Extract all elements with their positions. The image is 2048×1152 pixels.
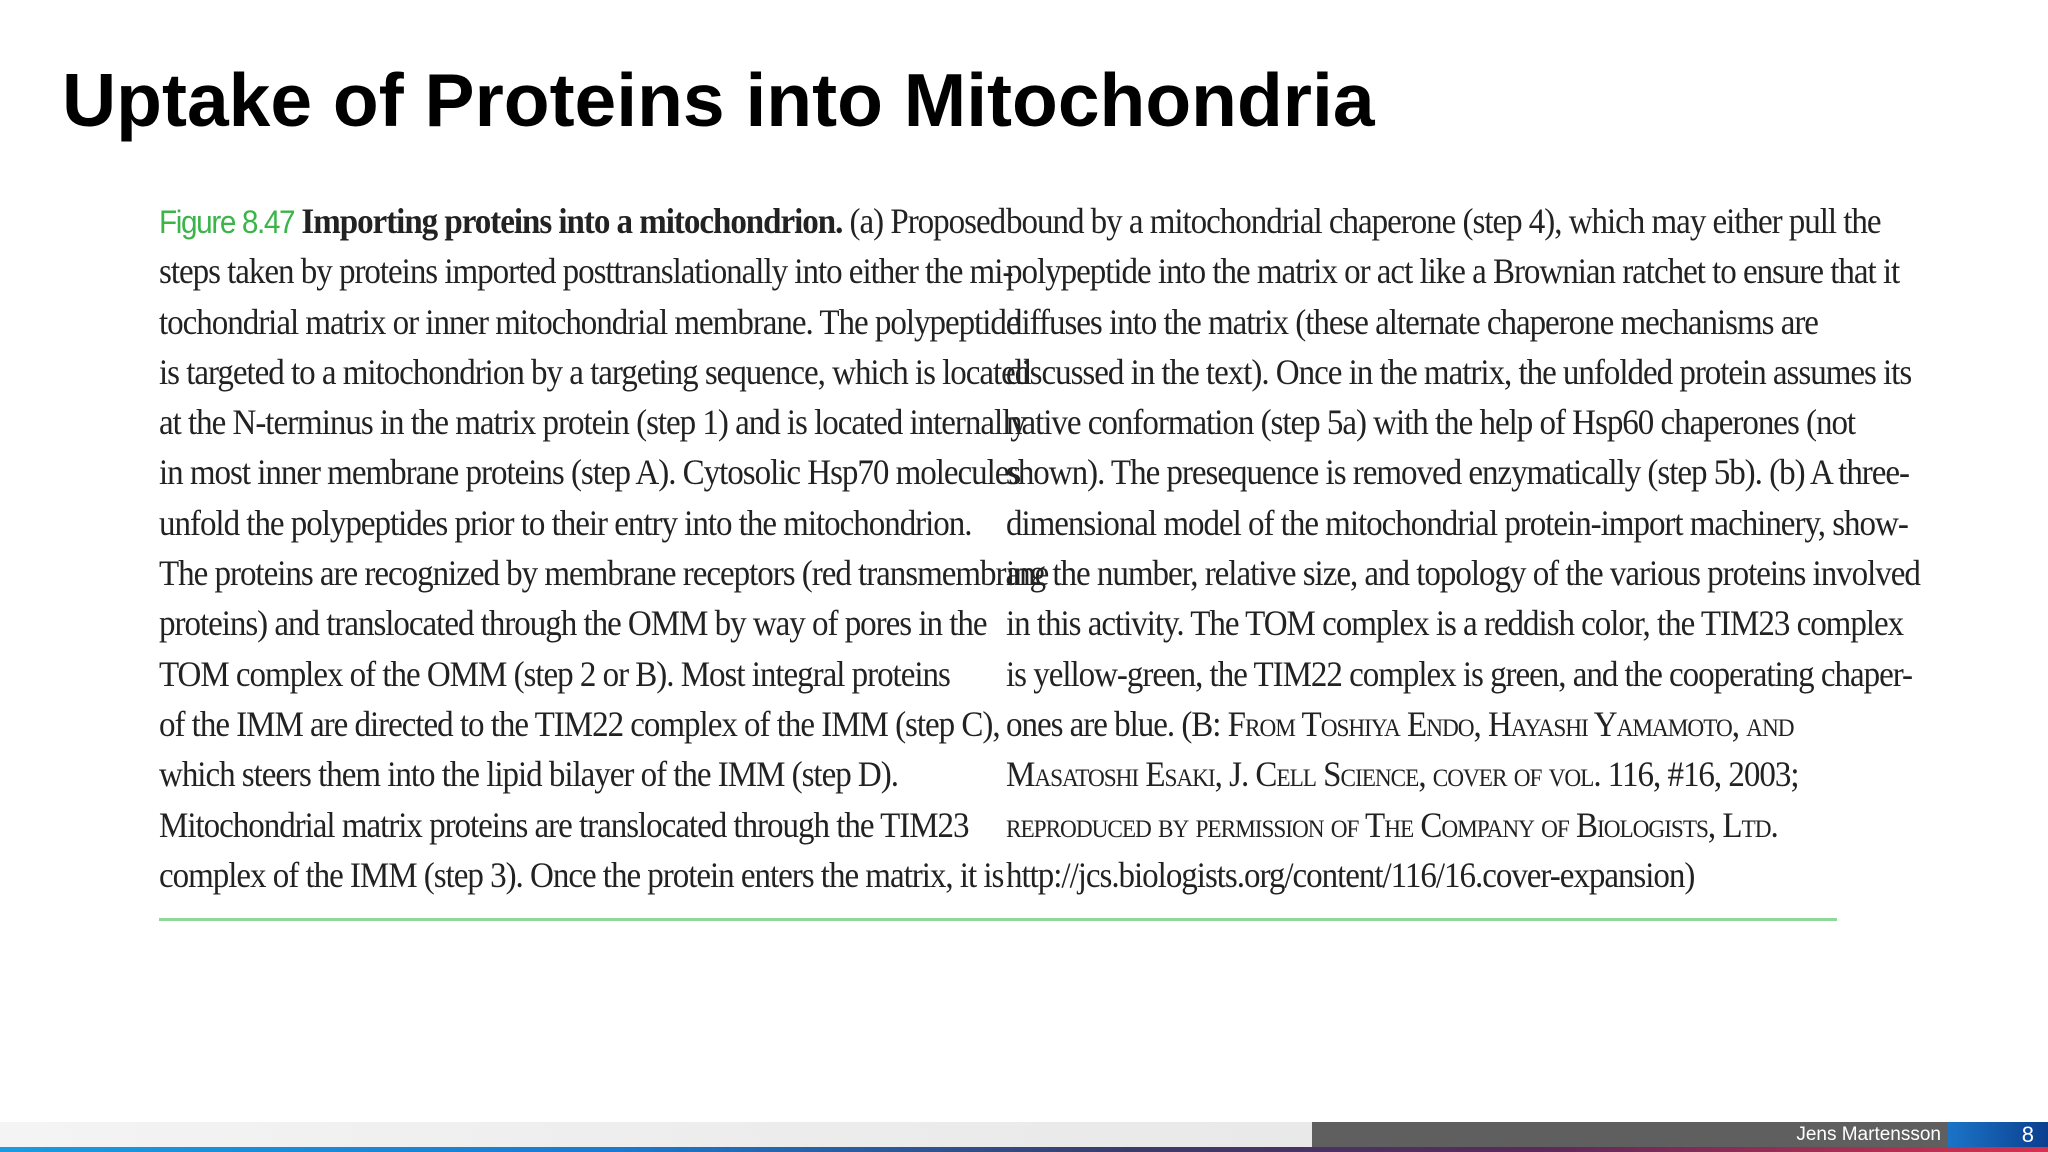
slide-title: Uptake of Proteins into Mitochondria — [62, 58, 1375, 142]
caption-line: polypeptide into the matrix or act like a Brownian ratchet to ensure that it — [1006, 251, 1900, 292]
caption-line: tochondrial matrix or inner mitochondrial membrane. The polypeptide — [159, 301, 1020, 342]
caption-line: TOM complex of the OMM (step 2 or B). Most integral proteins — [159, 653, 950, 694]
caption-line: in this activity. The TOM complex is a reddish color, the TIM23 complex — [1006, 603, 1904, 644]
caption-line: which steers them into the lipid bilayer of the IMM (step D). — [159, 754, 898, 795]
caption-line — [159, 196, 1006, 246]
caption-line: is yellow-green, the TIM22 complex is green, and the cooperating chaper- — [1006, 653, 1913, 694]
caption-line: in most inner membrane proteins (step A). Cytosolic Hsp70 molecules — [159, 452, 1021, 493]
footer-stripe — [0, 1147, 2048, 1152]
figure-label: Figure 8.47 — [159, 204, 295, 240]
credit-url: http://jcs.biologists.org/content/116/16.cover-expansion) — [1006, 854, 1695, 895]
credit-text: B: From Toshiya Endo, Hayashi Yamamoto, and — [1191, 703, 1794, 744]
page-number: 8 — [2021, 1122, 2034, 1147]
caption-line: ing the number, relative size, and topology of the various proteins involved — [1006, 553, 1920, 594]
caption-line: unfold the polypeptides prior to their entry into the mitochondrion. — [159, 502, 972, 543]
caption-line: dimensional model of the mitochondrial protein-import machinery, show- — [1006, 502, 1908, 543]
caption-line: bound by a mitochondrial chaperone (step 4), which may either pull the — [1006, 201, 1881, 241]
caption-line: steps taken by proteins imported posttranslationally into either the mi- — [159, 251, 1013, 292]
caption-text: (a) Proposed — [842, 201, 1006, 241]
caption-line: is targeted to a mitochondrion by a targeting sequence, which is located — [159, 351, 1031, 392]
caption-line: complex of the IMM (step 3). Once the protein enters the matrix, it is — [159, 854, 1004, 895]
caption-divider — [159, 918, 1837, 921]
caption-text: ones are blue. ( — [1006, 703, 1192, 744]
figure-heading: Importing proteins into a mitochondrion. — [301, 201, 843, 241]
footer-author: Jens Martensson — [1796, 1124, 1941, 1145]
figure-caption — [159, 196, 1920, 922]
caption-line — [1006, 699, 1794, 749]
caption-line: proteins) and translocated through the OMM by way of pores in the — [159, 603, 987, 644]
caption-line: The proteins are recognized by membrane receptors (red transmembrane — [159, 553, 1049, 594]
caption-line: shown). The presequence is removed enzymatically (step 5b). (b) A three- — [1006, 452, 1910, 493]
caption-line: of the IMM are directed to the TIM22 complex of the IMM (step C), — [159, 703, 1000, 744]
credit-line: Masatoshi Esaki, J. Cell Science, cover of vol. 116, #16, 2003; — [1006, 754, 1799, 795]
caption-line: at the N-terminus in the matrix protein (step 1) and is located internally — [159, 402, 1026, 443]
caption-line: diffuses into the matrix (these alternate chaperone mechanisms are — [1006, 301, 1818, 342]
caption-line: discussed in the text). Once in the matrix, the unfolded protein assumes its — [1006, 351, 1912, 392]
caption-line: native conformation (step 5a) with the help of Hsp60 chaperones (not — [1006, 402, 1856, 443]
credit-line: reproduced by permission of The Company of Biologists, Ltd. — [1006, 804, 1778, 845]
caption-column-right — [1006, 196, 1920, 900]
caption-column-left — [159, 196, 1049, 900]
caption-line: Mitochondrial matrix proteins are translocated through the TIM23 — [159, 804, 969, 845]
